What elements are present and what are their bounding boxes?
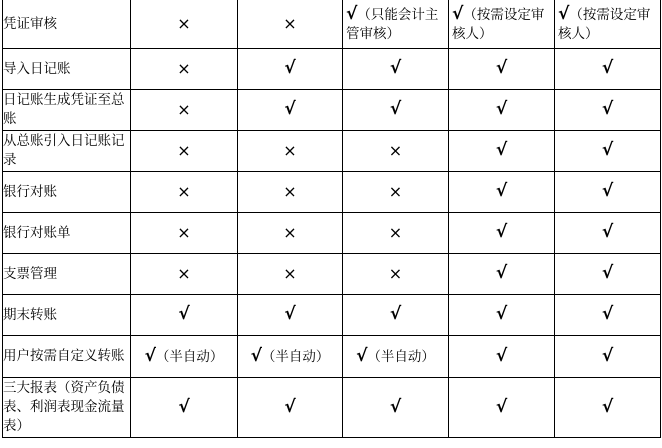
cross-mark-icon: ×: [388, 263, 403, 283]
check-mark-icon: √: [495, 58, 508, 78]
mark-cell: [238, 172, 343, 213]
mark-cell: [131, 172, 238, 213]
check-mark-icon: √: [601, 345, 614, 366]
cross-mark-icon: ×: [177, 99, 191, 119]
cross-mark-icon: ×: [283, 263, 297, 283]
check-mark-icon: √: [495, 396, 508, 417]
mark-cell: [449, 49, 555, 90]
mark-cell: [343, 90, 449, 131]
mark-cell: [238, 0, 343, 49]
mark-cell: [343, 378, 449, 438]
check-mark-icon: √: [389, 58, 402, 78]
table-row: [3, 378, 661, 438]
table-row: [3, 49, 661, 90]
mark-note: （只能会计主管审核）: [346, 6, 439, 42]
check-mark-icon: √: [558, 3, 570, 24]
check-mark-icon: √: [495, 345, 508, 366]
mark-note: （按需设定审核人）: [558, 6, 651, 42]
mark-cell: [449, 90, 555, 131]
feature-name-cell: 银行对账: [3, 172, 131, 213]
mark-cell: [238, 90, 343, 131]
cross-mark-icon: ×: [283, 13, 297, 33]
cross-mark-icon: ×: [388, 140, 403, 160]
check-mark-icon: √: [389, 396, 402, 417]
mark-note: （半自动）: [367, 348, 435, 365]
check-mark-icon: √: [389, 304, 402, 324]
check-mark-icon: √: [452, 3, 464, 24]
cross-mark-icon: ×: [283, 181, 297, 201]
mark-cell: [555, 213, 661, 254]
feature-name-cell: 用户按需自定义转账: [3, 336, 131, 378]
mark-cell: [343, 0, 449, 49]
mark-cell: [238, 378, 343, 438]
check-mark-icon: √: [346, 3, 358, 24]
feature-name-cell: 三大报表（资产负债表、利润表现金流量表）: [3, 378, 131, 438]
check-mark-icon: √: [601, 222, 614, 242]
mark-cell: [131, 336, 238, 378]
mark-cell: [555, 0, 661, 49]
mark-cell: [131, 131, 238, 172]
mark-cell: [555, 254, 661, 295]
mark-cell: [131, 295, 238, 336]
mark-cell: [238, 254, 343, 295]
mark-cell: [555, 336, 661, 378]
check-mark-icon: √: [495, 140, 508, 160]
mark-cell: [343, 49, 449, 90]
cross-mark-icon: ×: [388, 181, 403, 201]
mark-cell: [343, 254, 449, 295]
mark-cell: [555, 49, 661, 90]
table-row: [3, 90, 661, 131]
table-row: [3, 295, 661, 336]
table-row: [3, 254, 661, 295]
check-mark-icon: √: [178, 304, 190, 324]
check-mark-icon: √: [601, 304, 614, 324]
mark-cell: [238, 295, 343, 336]
cross-mark-icon: ×: [283, 140, 297, 160]
mark-cell: [131, 0, 238, 49]
table-row: [3, 172, 661, 213]
check-mark-icon: √: [495, 181, 508, 201]
mark-cell: [238, 131, 343, 172]
feature-name-cell: 银行对账单: [3, 213, 131, 254]
check-mark-icon: √: [284, 304, 296, 324]
cross-mark-icon: ×: [177, 181, 191, 201]
mark-cell: [555, 378, 661, 438]
feature-name-cell: 日记账生成凭证至总账: [3, 90, 131, 131]
check-mark-icon: √: [601, 263, 614, 283]
mark-cell: [343, 213, 449, 254]
mark-note: （按需设定审核人）: [452, 6, 545, 42]
mark-cell: [555, 131, 661, 172]
mark-cell: [555, 90, 661, 131]
check-mark-icon: √: [284, 58, 296, 78]
check-mark-icon: √: [601, 58, 614, 78]
mark-cell: [449, 295, 555, 336]
mark-cell: [131, 49, 238, 90]
cross-mark-icon: ×: [177, 263, 191, 283]
cross-mark-icon: ×: [177, 13, 191, 33]
mark-cell: [343, 131, 449, 172]
check-mark-icon: √: [601, 181, 614, 201]
check-mark-icon: √: [495, 304, 508, 324]
check-mark-icon: √: [144, 345, 156, 366]
check-mark-icon: √: [356, 345, 368, 366]
check-mark-icon: √: [178, 396, 190, 417]
mark-cell: [449, 336, 555, 378]
table-row: [3, 213, 661, 254]
mark-cell: [131, 378, 238, 438]
check-mark-icon: √: [495, 99, 508, 119]
mark-cell: [343, 295, 449, 336]
table-body: [3, 0, 661, 438]
mark-cell: [449, 0, 555, 49]
check-mark-icon: √: [601, 99, 614, 119]
check-mark-icon: √: [284, 99, 296, 119]
mark-cell: [449, 254, 555, 295]
cross-mark-icon: ×: [283, 222, 297, 242]
feature-name-cell: 期末转账: [3, 295, 131, 336]
mark-cell: [131, 213, 238, 254]
cross-mark-icon: ×: [177, 140, 191, 160]
check-mark-icon: √: [601, 396, 614, 417]
mark-cell: [449, 131, 555, 172]
mark-note: （半自动）: [155, 348, 224, 365]
mark-cell: [449, 213, 555, 254]
mark-cell: [131, 254, 238, 295]
mark-cell: [131, 90, 238, 131]
mark-cell: [343, 336, 449, 378]
table-row: [3, 0, 661, 49]
check-mark-icon: √: [284, 396, 296, 417]
mark-cell: [555, 295, 661, 336]
mark-note: （半自动）: [261, 348, 330, 365]
mark-cell: [449, 172, 555, 213]
mark-cell: [238, 213, 343, 254]
check-mark-icon: √: [495, 263, 508, 283]
table-row: [3, 336, 661, 378]
mark-cell: [238, 336, 343, 378]
mark-cell: [449, 378, 555, 438]
table-row: [3, 131, 661, 172]
feature-name-cell: 凭证审核: [3, 0, 131, 49]
feature-name-cell: 支票管理: [3, 254, 131, 295]
cross-mark-icon: ×: [388, 222, 403, 242]
cross-mark-icon: ×: [177, 58, 191, 78]
cross-mark-icon: ×: [177, 222, 191, 242]
mark-cell: [343, 172, 449, 213]
feature-name-cell: 从总账引入日记账记录: [3, 131, 131, 172]
check-mark-icon: √: [601, 140, 614, 160]
check-mark-icon: √: [250, 345, 262, 366]
mark-cell: [555, 172, 661, 213]
mark-cell: [238, 49, 343, 90]
check-mark-icon: √: [389, 99, 402, 119]
check-mark-icon: √: [495, 222, 508, 242]
feature-name-cell: 导入日记账: [3, 49, 131, 90]
feature-comparison-table: [2, 0, 661, 438]
